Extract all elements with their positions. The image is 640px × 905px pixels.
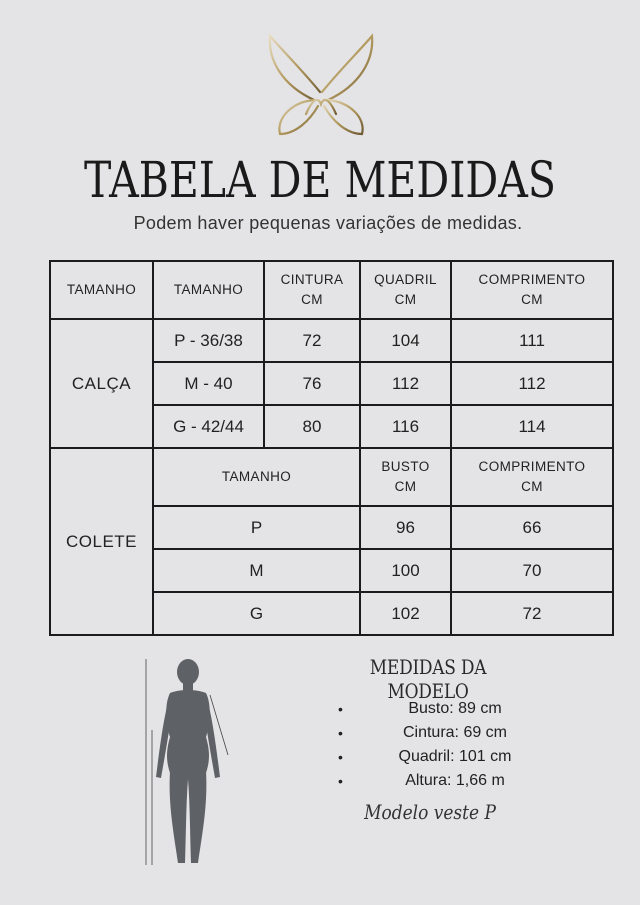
model-measures-list xyxy=(330,697,560,793)
header-comprimento: COMPRIMENTO CM xyxy=(451,448,613,506)
size-cell: M - 40 xyxy=(153,362,264,405)
comprimento-cell: 114 xyxy=(451,405,613,448)
bullet: • xyxy=(338,773,343,789)
group-label-colete: COLETE xyxy=(50,448,153,635)
butterfly-logo-icon xyxy=(262,30,380,140)
bullet: • xyxy=(338,749,343,765)
header-quadril: QUADRIL CM xyxy=(360,261,451,319)
calca-header-row xyxy=(50,261,613,319)
size-cell: P xyxy=(153,506,360,549)
female-silhouette-icon xyxy=(140,655,235,870)
quadril-cell: 116 xyxy=(360,405,451,448)
busto-cell: 102 xyxy=(360,592,451,635)
size-cell: P - 36/38 xyxy=(153,319,264,362)
size-cell: M xyxy=(153,549,360,592)
cintura-cell: 72 xyxy=(264,319,360,362)
bullet: • xyxy=(338,725,343,741)
header-comprimento: COMPRIMENTO CM xyxy=(451,261,613,319)
list-item: • Busto: 89 cm xyxy=(330,697,560,721)
page-title: TABELA DE MEDIDAS xyxy=(83,151,557,209)
comprimento-cell: 70 xyxy=(451,549,613,592)
list-item: • Altura: 1,66 m xyxy=(330,769,560,793)
page-subtitle: Podem haver pequenas variações de medidas. xyxy=(133,213,523,233)
busto-cell: 100 xyxy=(360,549,451,592)
group-label-calca: CALÇA xyxy=(50,319,153,448)
comprimento-cell: 111 xyxy=(451,319,613,362)
model-wears-size: Modelo veste P xyxy=(364,800,496,824)
header-busto: BUSTO CM xyxy=(360,448,451,506)
comprimento-cell: 72 xyxy=(451,592,613,635)
cintura-cell: 76 xyxy=(264,362,360,405)
size-table xyxy=(49,260,614,636)
size-cell: G - 42/44 xyxy=(153,405,264,448)
quadril-cell: 104 xyxy=(360,319,451,362)
quadril-cell: 112 xyxy=(360,362,451,405)
comprimento-cell: 66 xyxy=(451,506,613,549)
size-cell: G xyxy=(153,592,360,635)
busto-cell: 96 xyxy=(360,506,451,549)
table-row xyxy=(50,319,613,362)
colete-header-row xyxy=(50,448,613,506)
list-item: • Cintura: 69 cm xyxy=(330,721,560,745)
bullet: • xyxy=(338,701,343,717)
header-tamanho: TAMANHO xyxy=(50,261,153,319)
header-tamanho: TAMANHO xyxy=(153,448,360,506)
comprimento-cell: 112 xyxy=(451,362,613,405)
header-cintura: CINTURA CM xyxy=(264,261,360,319)
header-tamanho: TAMANHO xyxy=(153,261,264,319)
model-measures-title: MEDIDAS DA MODELO xyxy=(369,655,487,703)
list-item: • Quadril: 101 cm xyxy=(330,745,560,769)
cintura-cell: 80 xyxy=(264,405,360,448)
